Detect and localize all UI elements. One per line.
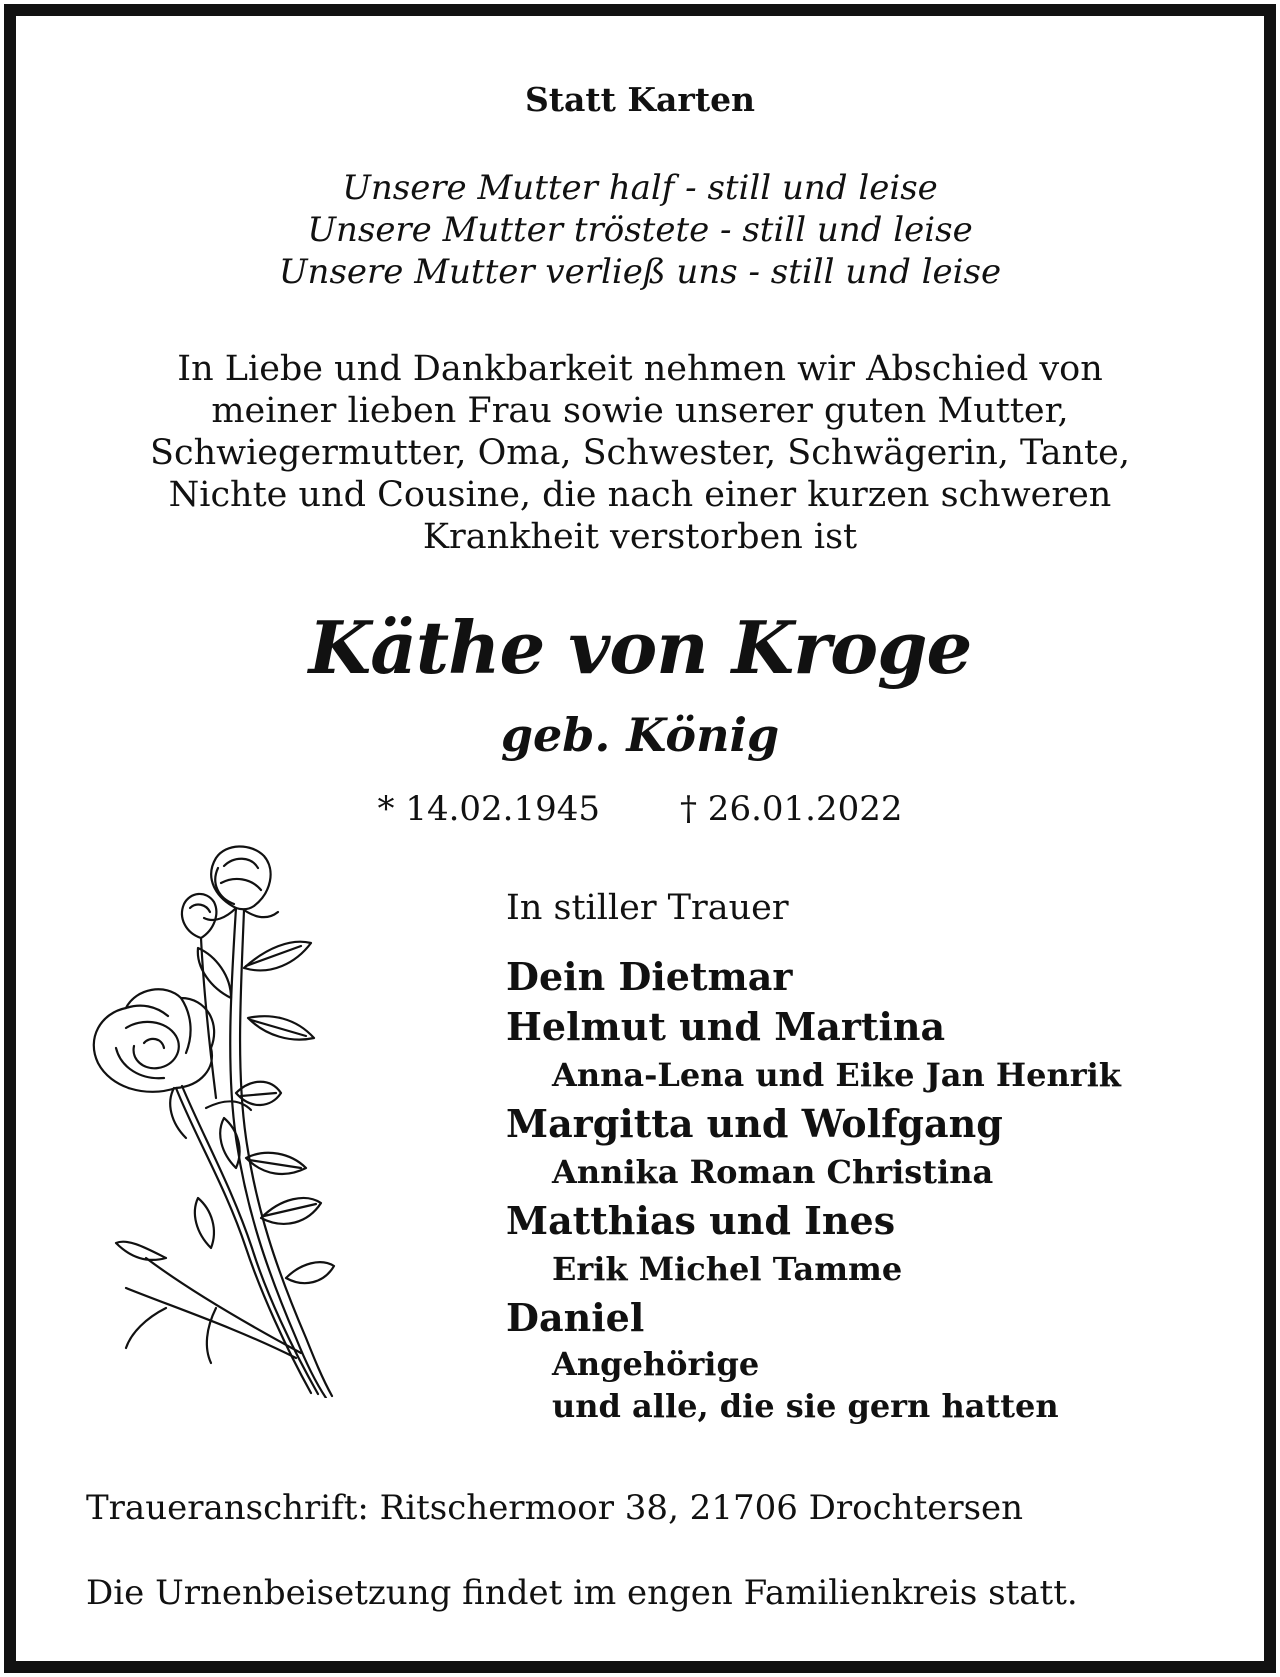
poem-line: Unsere Mutter verließ uns - still und leise [278,252,1002,292]
poem-line: Unsere Mutter half - still und leise [342,168,938,208]
life-dates [16,789,1264,829]
mourner-line: Helmut und Martina [506,1004,946,1049]
intro-line: Nichte und Cousine, die nach einer kurzen schweren [168,475,1112,515]
mourner-subline: Erik Michel Tamme [552,1250,903,1288]
mourning-address: Traueranschrift: Ritschermoor 38, 21706 Drochtersen [86,1488,1024,1528]
mourners-list [506,886,1246,1427]
obituary-notice [4,4,1276,1673]
intro-text [16,348,1264,558]
deceased-name: Käthe von Kroge [308,605,972,690]
burial-note: Die Urnenbeisetzung findet im engen Familienkreis statt. [86,1573,1078,1613]
notice-heading: Statt Karten [524,80,756,119]
mourner-subline: Annika Roman Christina [552,1153,994,1191]
intro-line: Krankheit verstorben ist [422,517,858,557]
intro-line: meiner lieben Frau sowie unserer guten Mutter, [211,391,1069,431]
mourner-subline: und alle, die sie gern hatten [552,1387,1059,1425]
notice-content [16,16,1264,1661]
birth-date: * 14.02.1945 [377,789,600,829]
poem [16,167,1264,293]
mourner-subline: Anna-Lena und Eike Jan Henrik [552,1056,1121,1094]
mourner-line: Dein Dietmar [506,954,793,999]
mourner-line: Daniel [506,1295,645,1340]
birth-name: geb. König [500,708,780,762]
mourners-intro: In stiller Trauer [506,888,789,928]
death-date: † 26.01.2022 [680,789,903,829]
mourner-line: Margitta und Wolfgang [506,1101,1003,1146]
poem-line: Unsere Mutter tröstete - still und leise [307,210,973,250]
intro-line: In Liebe und Dankbarkeit nehmen wir Abschied von [177,349,1103,389]
intro-line: Schwiegermutter, Oma, Schwester, Schwägerin, Tante, [150,433,1130,473]
rose-drawing-icon [86,838,366,1398]
mourner-subline: Angehörige [552,1345,760,1383]
mourner-line: Matthias und Ines [506,1198,896,1243]
